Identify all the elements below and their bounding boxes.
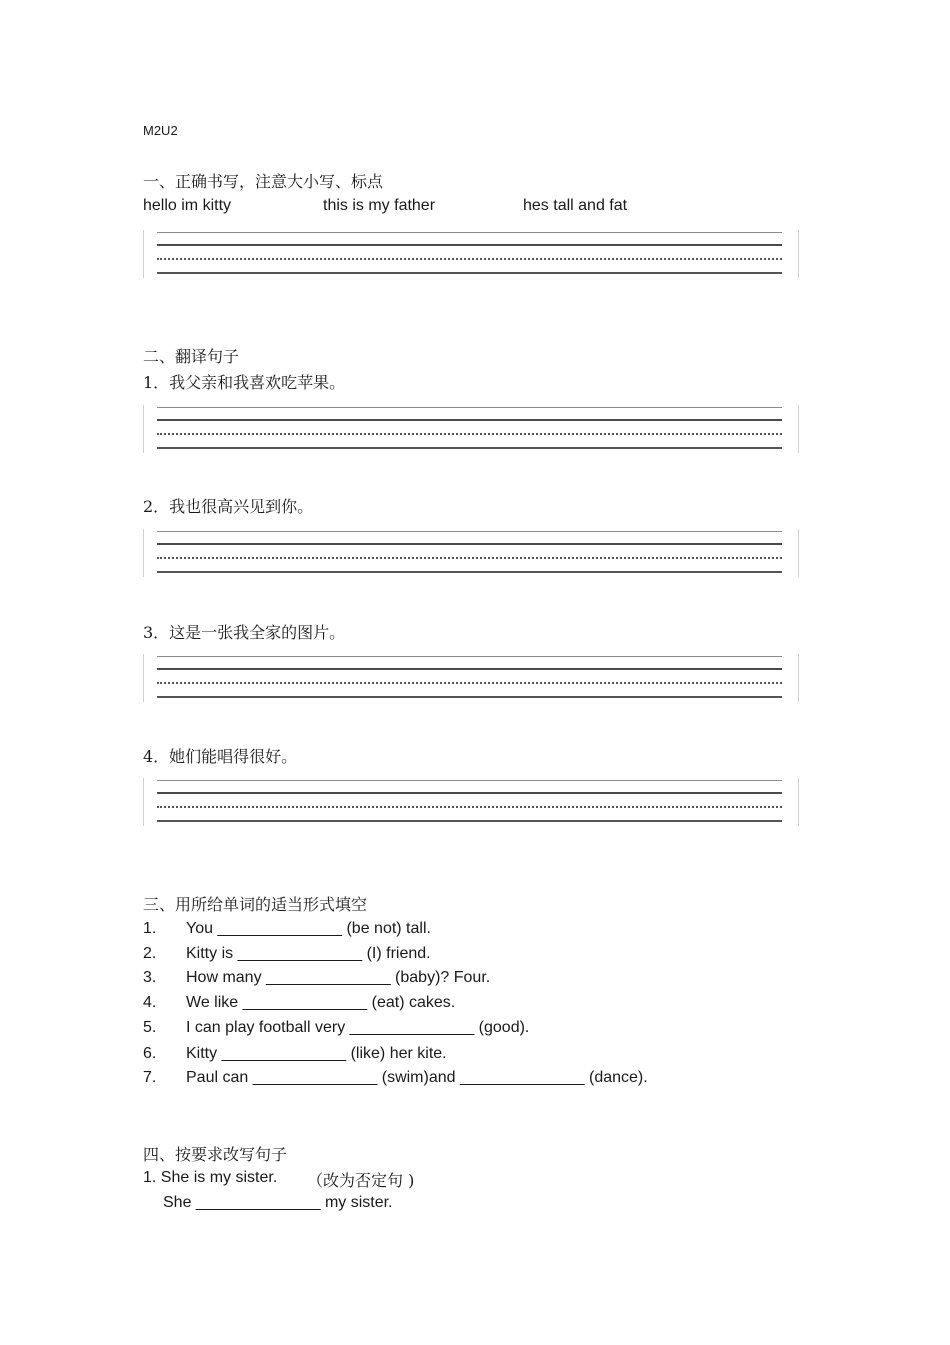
translate-item-4: 4．她们能唱得很好。 (143, 747, 298, 766)
section1-title: 一、正确书写，注意大小写、标点 (143, 172, 384, 191)
fill-item-text: You ______________ (be not) tall. (186, 920, 431, 937)
fill-item-text: I can play football very ______________ (good). (186, 1019, 530, 1036)
writing-lines[interactable] (143, 778, 799, 826)
section2-title: 二、翻译句子 (143, 347, 240, 366)
phrase-2: this is my father (323, 197, 436, 214)
fill-item-text: We like ______________ (eat) cakes. (186, 994, 456, 1011)
section3-title: 三、用所给单词的适当形式填空 (143, 895, 368, 914)
worksheet-code: M2U2 (143, 123, 178, 138)
phrase-3: hes tall and fat (523, 197, 628, 214)
writing-lines[interactable] (143, 654, 799, 702)
section4-title: 四、按要求改写句子 (143, 1145, 288, 1164)
writing-lines[interactable] (143, 529, 799, 577)
fill-item-text: Kitty is ______________ (I) friend. (186, 945, 431, 962)
fill-item-text: How many ______________ (baby)? Four. (186, 969, 491, 986)
fill-item-number: 4. (143, 994, 157, 1011)
rewrite-item-instruction: （改为否定句 ) (307, 1171, 415, 1190)
rewrite-item-prompt: 1. She is my sister. (143, 1169, 278, 1186)
fill-item-text: Paul can ______________ (swim)and ______________ (dance). (186, 1069, 648, 1086)
fill-item-number: 7. (143, 1069, 157, 1086)
writing-lines[interactable] (143, 230, 799, 278)
fill-item-number: 5. (143, 1019, 157, 1036)
fill-item-text: Kitty ______________ (like) her kite. (186, 1045, 447, 1062)
fill-item-number: 2. (143, 945, 157, 962)
fill-item-number: 1. (143, 920, 157, 937)
rewrite-item-answer-line: She ______________ my sister. (163, 1194, 393, 1211)
writing-lines[interactable] (143, 405, 799, 453)
translate-item-1: 1．我父亲和我喜欢吃苹果。 (143, 373, 346, 392)
translate-item-2: 2．我也很高兴见到你。 (143, 497, 314, 516)
fill-item-number: 6. (143, 1045, 157, 1062)
fill-item-number: 3. (143, 969, 157, 986)
translate-item-3: 3．这是一张我全家的图片。 (143, 623, 346, 642)
phrase-1: hello im kitty (143, 197, 232, 214)
